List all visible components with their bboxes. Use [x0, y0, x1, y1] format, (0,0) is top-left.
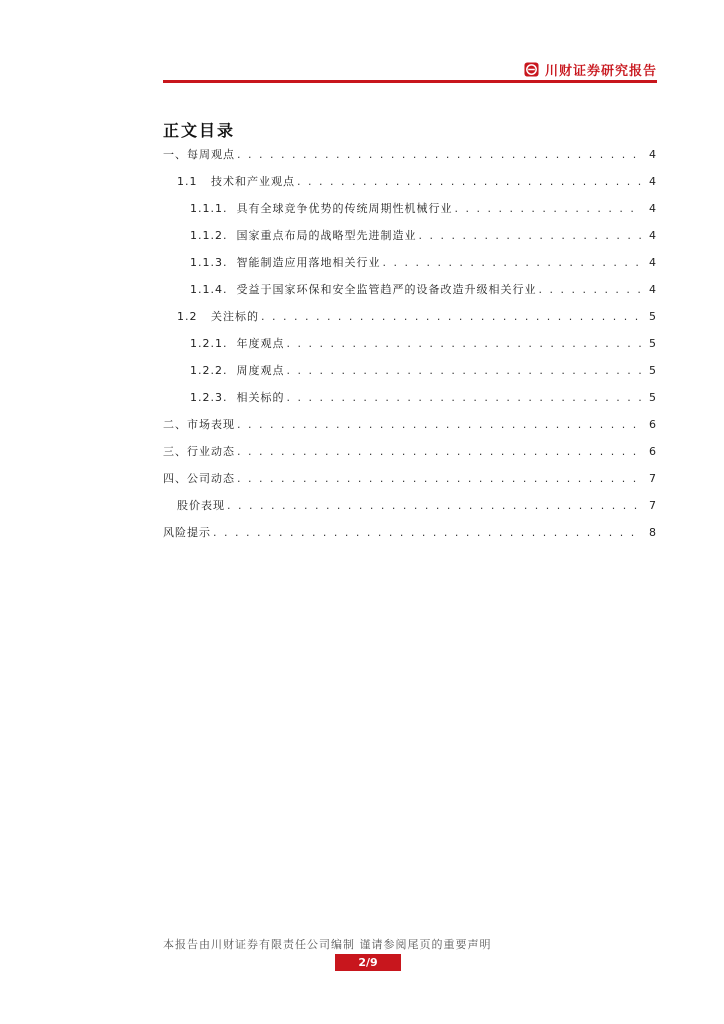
toc-text: 市场表现 — [187, 418, 235, 431]
toc-title: 正文目录 — [163, 121, 236, 140]
toc-number: 1.1.3. — [190, 256, 237, 269]
toc-page: 5 — [649, 364, 657, 377]
toc-page: 7 — [649, 472, 657, 485]
toc-leader — [237, 418, 641, 431]
toc-leader — [213, 526, 641, 539]
toc-number: 1.2.1. — [190, 337, 237, 350]
toc-leader — [286, 391, 641, 404]
toc-number: 四、 — [163, 472, 187, 485]
toc-leader — [237, 472, 641, 485]
toc-page: 5 — [649, 391, 657, 404]
disclaimer-note: 本报告由川财证券有限责任公司编制 谨请参阅尾页的重要声明 — [163, 938, 492, 951]
toc-text: 智能制造应用落地相关行业 — [236, 256, 381, 269]
toc-text: 行业动态 — [187, 445, 235, 458]
toc-leader — [286, 337, 641, 350]
toc-number: 1.1.4. — [190, 283, 237, 296]
toc-number: 1.1 — [177, 175, 211, 188]
toc-text: 具有全球竞争优势的传统周期性机械行业 — [236, 202, 453, 215]
toc-page: 4 — [649, 256, 657, 269]
toc-text: 关注标的 — [210, 310, 259, 323]
toc-page: 4 — [649, 175, 657, 188]
toc-number: 1.1.2. — [190, 229, 237, 242]
toc-text: 股价表现 — [177, 499, 225, 512]
toc-text: 技术和产业观点 — [210, 175, 295, 188]
toc-entry[interactable] — [163, 524, 657, 544]
toc-text: 每周观点 — [187, 148, 235, 161]
toc-entry[interactable] — [190, 227, 657, 247]
header-rule — [163, 80, 657, 83]
toc-page: 4 — [649, 148, 657, 161]
toc-entry[interactable] — [177, 497, 657, 517]
toc-text: 国家重点布局的战略型先进制造业 — [236, 229, 417, 242]
toc-text: 公司动态 — [187, 472, 235, 485]
toc-text: 周度观点 — [236, 364, 285, 377]
toc-leader — [261, 310, 641, 323]
toc-entry[interactable] — [190, 254, 657, 274]
toc-leader — [286, 364, 641, 377]
toc-entry[interactable] — [177, 308, 657, 328]
toc-entry[interactable] — [190, 200, 657, 220]
toc-number: 1.1.1. — [190, 202, 237, 215]
toc-entry[interactable] — [190, 281, 657, 301]
brand — [524, 60, 657, 79]
toc-page: 8 — [649, 526, 657, 539]
toc-number: 1.2.2. — [190, 364, 237, 377]
toc-entry[interactable] — [163, 470, 657, 490]
toc-text: 相关标的 — [236, 391, 285, 404]
toc-page: 6 — [649, 418, 657, 431]
toc-text: 风险提示 — [163, 526, 211, 539]
toc-number: 1.2 — [177, 310, 211, 323]
toc-entry[interactable] — [163, 443, 657, 463]
toc-page: 4 — [649, 229, 657, 242]
chuancai-logo-icon — [524, 62, 539, 77]
toc-leader — [418, 229, 641, 242]
toc-text: 年度观点 — [236, 337, 285, 350]
toc-number: 1.2.3. — [190, 391, 237, 404]
toc-entry[interactable] — [177, 173, 657, 193]
toc-number: 一、 — [163, 148, 187, 161]
toc-entry[interactable] — [163, 416, 657, 436]
toc-page: 5 — [649, 337, 657, 350]
toc-leader — [538, 283, 641, 296]
toc-entry[interactable] — [190, 335, 657, 355]
brand-name: 川财证券研究报告 — [544, 64, 657, 79]
toc-page: 4 — [649, 202, 657, 215]
toc-page: 4 — [649, 283, 657, 296]
toc-entry[interactable] — [190, 362, 657, 382]
toc-leader — [237, 148, 641, 161]
toc-page: 7 — [649, 499, 657, 512]
toc-leader — [382, 256, 641, 269]
toc-text: 受益于国家环保和安全监管趋严的设备改造升级相关行业 — [236, 283, 537, 296]
toc-page: 5 — [649, 310, 657, 323]
toc-leader — [237, 445, 641, 458]
toc-entry[interactable] — [190, 389, 657, 409]
toc-number: 三、 — [163, 445, 187, 458]
toc-number: 二、 — [163, 418, 187, 431]
toc-entry[interactable] — [163, 146, 657, 166]
toc-leader — [297, 175, 641, 188]
toc-leader — [454, 202, 641, 215]
page-number-badge: 2/9 — [335, 954, 401, 971]
toc-leader — [227, 499, 641, 512]
toc-page: 6 — [649, 445, 657, 458]
